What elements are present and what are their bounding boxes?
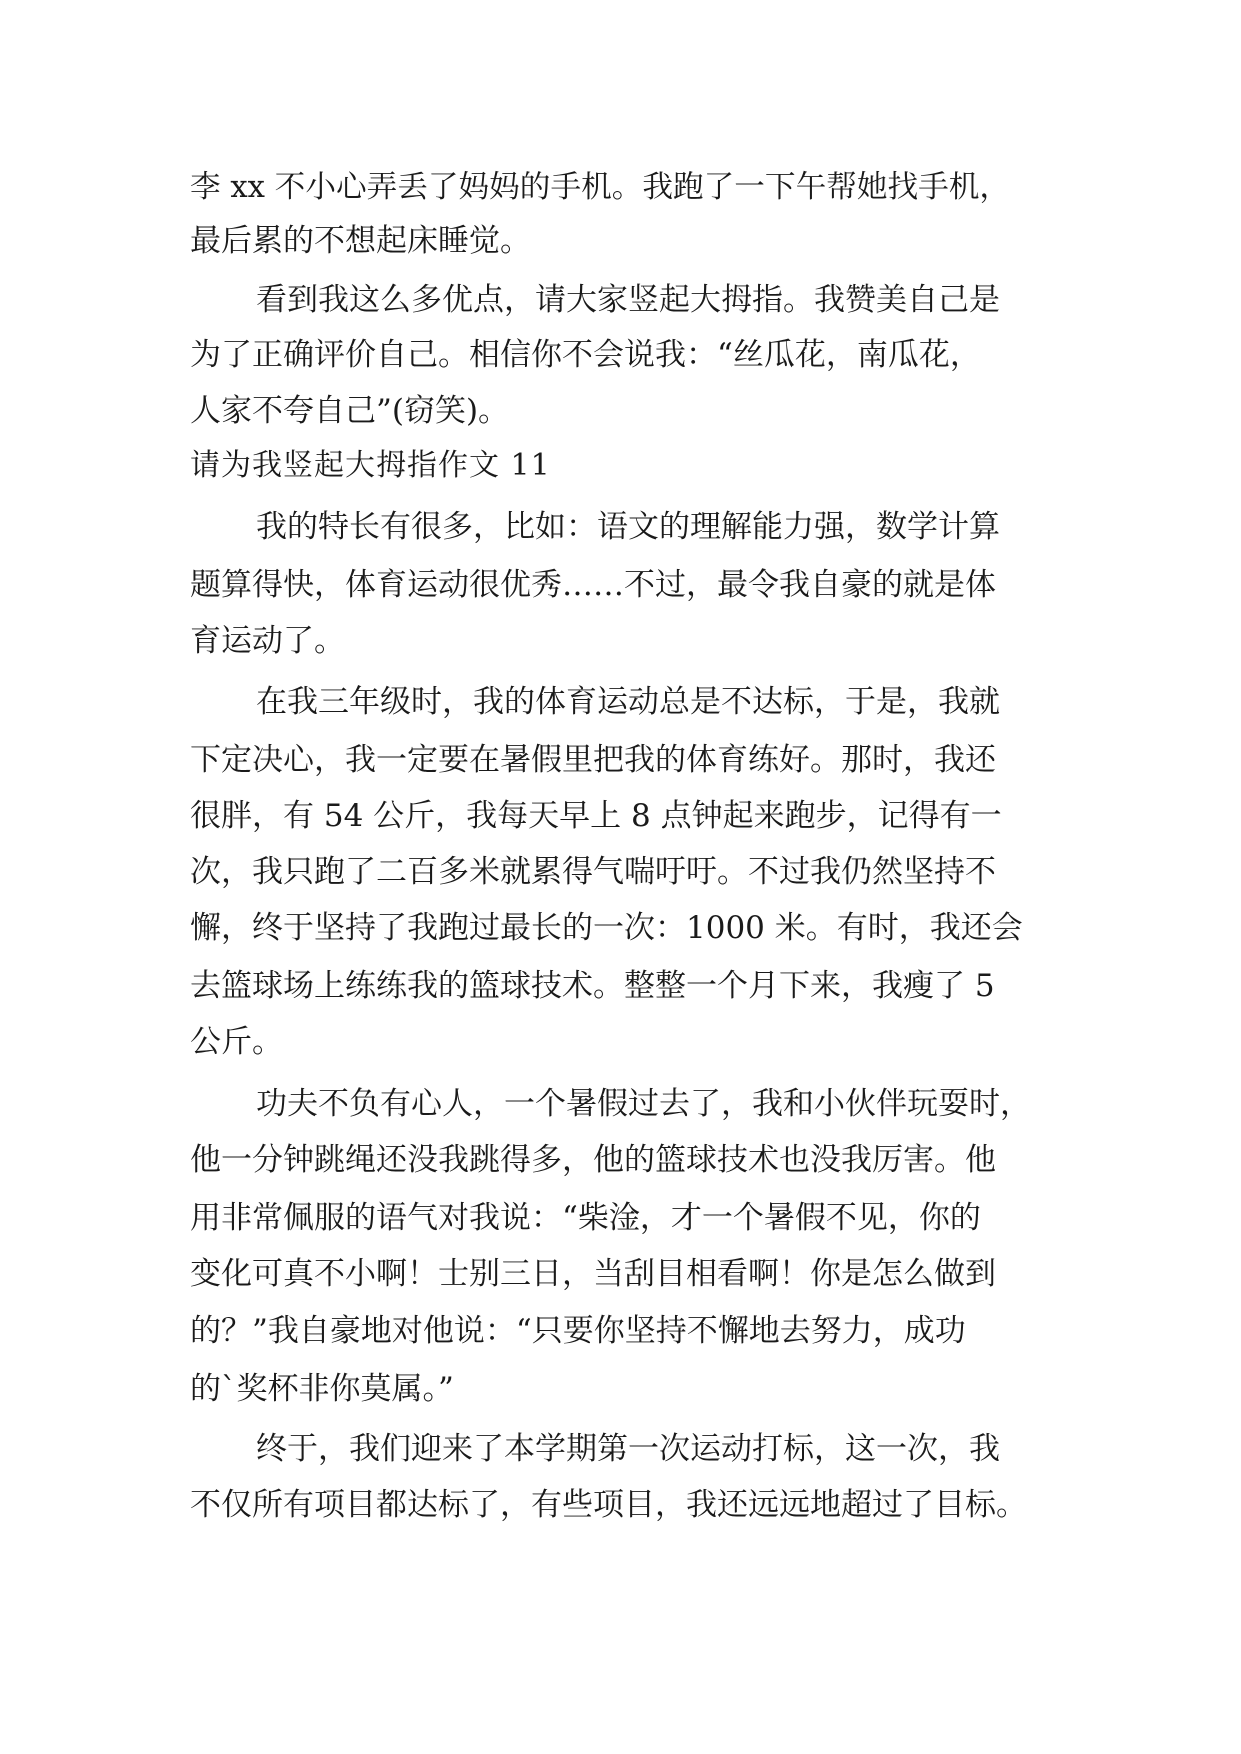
text-line: 题算得快，体育运动很优秀……不过，最令我自豪的就是体 (190, 567, 996, 603)
text-line: 的`奖杯非你莫属。” (190, 1371, 454, 1407)
paragraph-first-line: 功夫不负有心人，一个暑假过去了，我和小伙伴玩耍时， (256, 1086, 1031, 1122)
text-line: 的？”我自豪地对他说：“只要你坚持不懈地去努力，成功 (190, 1313, 966, 1349)
paragraph-first-line: 看到我这么多优点，请大家竖起大拇指。我赞美自己是 (256, 282, 1000, 318)
text-line: 为了正确评价自己。相信你不会说我：“丝瓜花，南瓜花， (190, 337, 981, 373)
text-line: 很胖，有 54 公斤，我每天早上 8 点钟起来跑步，记得有一 (190, 798, 1002, 834)
text-line: 去篮球场上练练我的篮球技术。整整一个月下来，我瘦了 5 (190, 968, 995, 1004)
text-line: 李 xx 不小心弄丢了妈妈的手机。我跑了一下午帮她找手机， (190, 170, 1011, 205)
section-heading: 请为我竖起大拇指作文 11 (190, 448, 551, 483)
paragraph-first-line: 我的特长有很多，比如：语文的理解能力强，数学计算 (256, 509, 1000, 545)
paragraph-first-line: 在我三年级时，我的体育运动总是不达标，于是，我就 (256, 684, 1000, 720)
text-line: 用非常佩服的语气对我说：“柴淦，才一个暑假不见，你的 (190, 1200, 981, 1236)
text-line: 懈，终于坚持了我跑过最长的一次：1000 米。有时，我还会 (190, 910, 1023, 946)
text-line: 变化可真不小啊！士别三日，当刮目相看啊！你是怎么做到 (190, 1256, 996, 1292)
text-line: 次，我只跑了二百多米就累得气喘吁吁。不过我仍然坚持不 (190, 854, 996, 890)
text-line: 不仅所有项目都达标了，有些项目，我还远远地超过了目标。 (190, 1487, 1027, 1523)
text-line: 育运动了。 (190, 623, 345, 659)
text-line: 最后累的不想起床睡觉。 (190, 223, 531, 259)
paragraph-first-line: 终于，我们迎来了本学期第一次运动打标，这一次，我 (256, 1431, 1000, 1467)
text-line: 他一分钟跳绳还没我跳得多，他的篮球技术也没我厉害。他 (190, 1142, 996, 1178)
text-line: 人家不夸自己”(窃笑)。 (190, 393, 510, 429)
text-line: 下定决心，我一定要在暑假里把我的体育练好。那时，我还 (190, 742, 996, 778)
text-line: 公斤。 (190, 1024, 283, 1060)
